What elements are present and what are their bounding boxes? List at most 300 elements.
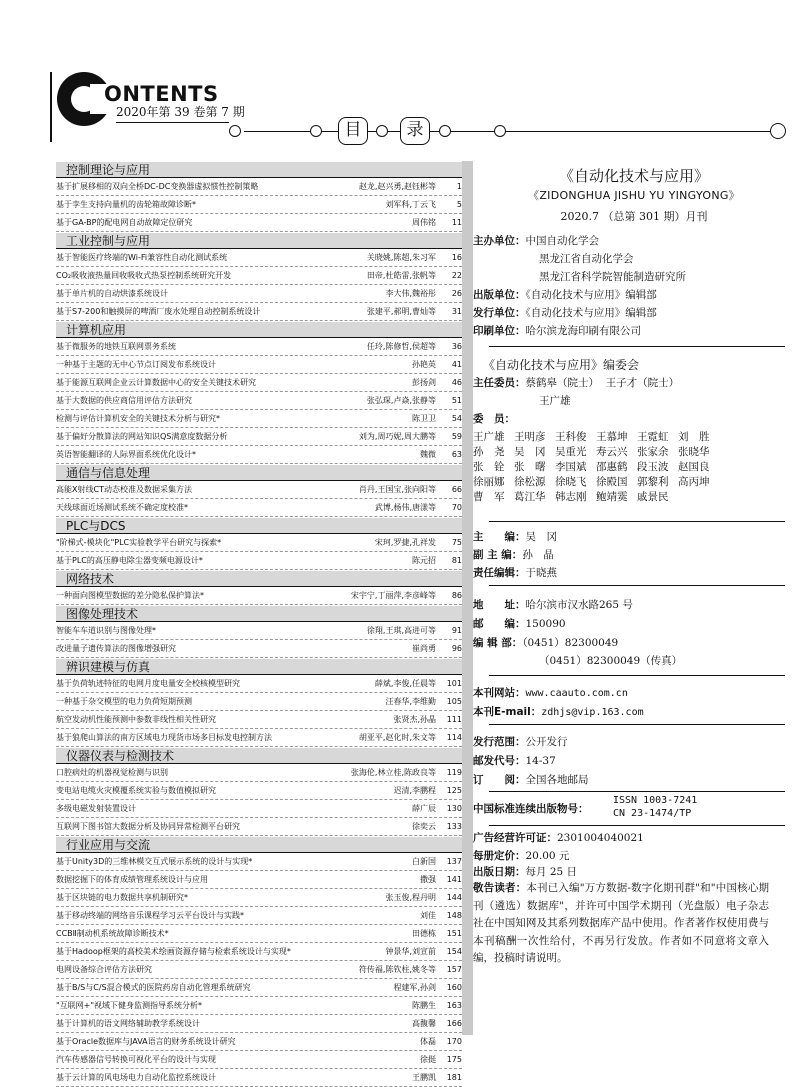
toc-entry-authors: 崔尚勇 <box>412 644 436 653</box>
toc-entry-authors: 肖丹,王国宝,张向阳等 <box>358 485 436 494</box>
toc-entry-authors: 张贤杰,孙晶 <box>393 715 436 724</box>
toc-entry-title: 变电站电缆火灾模覆系统实验与数值模拟研究 <box>56 786 216 795</box>
committee-member: 吴重光 <box>555 446 587 458</box>
toc-entry-title: 基于移动终端的网络音乐课程学习云平台设计与实践* <box>56 911 244 920</box>
committee-member: 高丙坤 <box>678 476 710 488</box>
postcode-row <box>473 616 566 631</box>
committee-member: 徐晓飞 <box>555 476 587 488</box>
divider-4 <box>489 675 785 676</box>
toc-entry-page: 175 <box>446 1055 462 1064</box>
toc-entry-title: 基于负荷轨迹特征的电网月度电量安全校核模型研究 <box>56 679 240 688</box>
notice-label: 敬告读者： <box>473 882 527 894</box>
toc-entry[interactable] <box>56 196 462 214</box>
email-label: 本刊E-mail： <box>473 706 542 718</box>
toc-entry[interactable] <box>56 410 462 428</box>
divider-7 <box>489 825 785 826</box>
journal-title: 《自动化技术与应用》 <box>558 167 709 185</box>
website-row <box>473 685 628 700</box>
toc-section-header: 辨识建模与仿真 <box>56 659 462 675</box>
toc-entry-title: 基于单片机的自动烘漆系统设计 <box>56 289 168 298</box>
scope-label: 发行范围： <box>473 736 526 748</box>
toc-entry-authors: 体磊 <box>420 1037 436 1046</box>
toc-entry[interactable] <box>56 552 462 570</box>
journal-pinyin: 《ZIDONGHUA JISHU YU YINGYONG》 <box>528 189 740 202</box>
left-rule <box>50 72 52 142</box>
toc-entry-page: 86 <box>451 591 462 600</box>
toc-entry-authors: 徐奕云 <box>412 822 436 831</box>
committee-member: 张 曙 <box>514 461 546 473</box>
post-code-label: 邮发代号： <box>473 755 526 767</box>
toc-entry-page: 96 <box>451 644 462 653</box>
committee-title: 《自动化技术与应用》编委会 <box>483 358 640 372</box>
chair-3: 王广雄 <box>539 395 571 407</box>
toc-entry-authors: 张建平,郝明,曹灿等 <box>366 307 436 316</box>
divider-5 <box>489 724 785 725</box>
toc-entry[interactable] <box>56 979 462 997</box>
toc-entry-authors: 薛广辰 <box>412 804 436 813</box>
table-of-contents <box>56 161 462 1082</box>
toc-entry[interactable] <box>56 693 462 711</box>
toc-entry-page: 81 <box>451 556 462 565</box>
committee-member: 吴 冈 <box>514 446 546 458</box>
managing-editor: 于晓燕 <box>525 567 557 579</box>
toc-entry-title: 改进量子遗传算法的图像增强研究 <box>56 644 176 653</box>
committee-member: 徐殿国 <box>596 476 628 488</box>
price-label: 每册定价： <box>473 850 526 862</box>
toc-entry-page: 11 <box>451 218 462 227</box>
committee-member: 邵惠鹤 <box>596 461 628 473</box>
toc-entry-page: 66 <box>451 485 462 494</box>
toc-entry-page: 160 <box>446 983 462 992</box>
deputy-editor-label: 副 主 编： <box>473 549 523 561</box>
toc-entry[interactable] <box>56 534 462 552</box>
toc-entry-page: 166 <box>446 1019 462 1028</box>
committee-member: 王霓虹 <box>637 431 669 443</box>
toc-entry-authors: 李大伟,魏裕彤 <box>385 289 436 298</box>
committee-member: 李国斌 <box>555 461 587 473</box>
toc-entry-title: 互联网下图书馆大数据分析及协同异常检测平台研究 <box>56 822 240 831</box>
subscribe-label: 订 阅： <box>473 774 526 786</box>
toc-entry[interactable] <box>56 392 462 410</box>
distributor-value: 《自动化技术与应用》编辑部 <box>525 307 657 319</box>
printer-row <box>473 323 641 338</box>
toc-entry-title: 基于PLC的高压静电除尘器变频电源设计* <box>56 556 203 565</box>
toc-entry[interactable] <box>56 675 462 693</box>
chair-row <box>473 375 679 390</box>
toc-entry-title: 检测与评估计算机安全的关键技术分析与研究* <box>56 414 220 423</box>
toc-entry-authors: 薛斌,李俊,任晨等 <box>374 679 436 688</box>
toc-entry[interactable] <box>56 622 462 640</box>
toc-entry-authors: 程建军,孙剑 <box>393 983 436 992</box>
toc-entry[interactable] <box>56 1069 462 1087</box>
toc-entry[interactable] <box>56 871 462 889</box>
post-code-row <box>473 753 556 768</box>
committee-member <box>719 489 760 504</box>
toc-entry[interactable] <box>56 303 462 321</box>
toc-entry-authors: 符传福,陈钦柱,姚冬等 <box>358 965 436 974</box>
toc-entry[interactable] <box>56 711 462 729</box>
toc-entry-title: 基于狼爬山算法的南方区域电力现货市场多目标发电控制方法 <box>56 733 272 742</box>
toc-section-header: 计算机应用 <box>56 322 462 338</box>
toc-entry-authors: 汪春华,李维勤 <box>385 697 436 706</box>
toc-entry-page: 133 <box>446 822 462 831</box>
committee-member: 戚景民 <box>637 491 669 503</box>
toc-entry[interactable] <box>56 764 462 782</box>
toc-divider-bar <box>462 161 473 1035</box>
toc-entry-page: 22 <box>451 271 462 280</box>
committee-member: 曹 军 <box>473 491 505 503</box>
toc-entry-page: 111 <box>446 715 462 724</box>
issn: ISSN 1003-7241 <box>613 795 698 806</box>
toc-entry[interactable] <box>56 481 462 499</box>
toc-entry-title: 航空发动机性能预测中参数非线性相关性研究 <box>56 715 216 724</box>
toc-entry-title: 多级电磁发射装置设计 <box>56 804 136 813</box>
toc-entry-title: 高能X射线CT动态校准及数据采集方法 <box>56 485 192 494</box>
divider-3 <box>489 585 785 586</box>
sponsor-row <box>473 233 599 248</box>
toc-section-header: 通信与信息处理 <box>56 465 462 481</box>
ring-ornament-1 <box>229 125 241 137</box>
chair-1: 蔡鹤皋（院士） <box>525 377 599 389</box>
committee-member: 刘 胜 <box>678 431 710 443</box>
toc-entry-page: 105 <box>446 697 462 706</box>
toc-entry-page: 101 <box>446 679 462 688</box>
serial-label: 中国标准连续出版物号： <box>473 803 589 815</box>
committee-member: 孙 尧 <box>473 446 505 458</box>
toc-entry-authors: 刘佳 <box>420 911 436 920</box>
mulu-char-1: 目 <box>338 117 368 145</box>
toc-entry-page: 114 <box>446 733 462 742</box>
notice-text: 本刊已入编"万方数据-数字化期刊群"和"中国核心期刊（遴选）数据库"，并许可中国学术期刊（光盘版）电子杂志社在中国知网及其系列数据库产品中使用。作者著作权使用费与本刊稿酬一次性给付，不再另行发放。作者如不同意将文章入编，投稿时请说明。 <box>473 882 769 964</box>
distributor-label: 发行单位： <box>473 307 526 319</box>
toc-entry-authors: 徐挺 <box>420 1055 436 1064</box>
toc-entry-authors: 赵龙,赵兴勇,赵钰彬等 <box>358 182 436 191</box>
toc-entry-page: 16 <box>451 253 462 262</box>
toc-entry-authors: 徐翔,王琪,高进可等 <box>366 626 436 635</box>
editorial-fax: （0451）82300049（传真） <box>539 655 683 667</box>
toc-entry-authors: 田德栋 <box>412 929 436 938</box>
toc-entry-authors: 王鹏凯 <box>412 1073 436 1082</box>
sponsor-2: 黑龙江省自动化学会 <box>539 253 634 265</box>
pub-date-label: 出版日期： <box>473 866 526 878</box>
license-value: 2301004040021 <box>557 832 644 844</box>
toc-entry-page: 91 <box>451 626 462 635</box>
toc-section-header: 仪器仪表与检测技术 <box>56 748 462 764</box>
toc-entry[interactable] <box>56 249 462 267</box>
toc-entry-title: 基于计算机的语文网络辅助教学系统设计 <box>56 1019 200 1028</box>
website-link[interactable]: www.caauto.com.cn <box>525 688 628 699</box>
toc-entry[interactable] <box>56 587 462 605</box>
license-row <box>473 830 644 845</box>
contents-logo-text: ONTENTS <box>104 82 219 106</box>
toc-entry-title: 基于Oracle数据库与JAVA语言的财务系统设计研究 <box>56 1037 236 1046</box>
committee-member <box>719 444 760 459</box>
toc-entry-authors: 任玲,陈修哲,侯超等 <box>366 342 436 351</box>
committee-member <box>719 429 760 444</box>
toc-entry-authors: 钟景华,刘宣前 <box>385 947 436 956</box>
toc-entry[interactable] <box>56 178 462 196</box>
divider-1 <box>489 346 785 347</box>
toc-entry-page: 41 <box>451 360 462 369</box>
toc-entry-title: "阶梯式-模块化"PLC实验教学平台研究与探索* <box>56 538 222 547</box>
toc-entry-authors: 关晓姚,陈超,朱习军 <box>366 253 436 262</box>
toc-entry-authors: 白新国 <box>412 857 436 866</box>
mulu-char-2: 录 <box>400 117 430 145</box>
ring-ornament-2 <box>310 125 322 137</box>
toc-entry[interactable] <box>56 853 462 871</box>
toc-entry-authors: 刘军科,丁云飞 <box>385 200 436 209</box>
toc-entry-title: 基于云计算的风电场电力自动化监控系统设计 <box>56 1073 216 1082</box>
deputy-editor-row <box>473 547 554 562</box>
ring-ornament-3 <box>376 125 388 137</box>
toc-section-header: 图像处理技术 <box>56 606 462 622</box>
members-label: 委 员： <box>473 413 515 425</box>
toc-entry-page: 181 <box>446 1073 462 1082</box>
toc-section-header: 网络技术 <box>56 571 462 587</box>
committee-member: 韩志刚 <box>555 491 587 503</box>
toc-entry-title: 基于S7-200和触摸屏的啤酒厂废水处理自动控制系统设计 <box>56 307 261 316</box>
toc-entry[interactable] <box>56 428 462 446</box>
toc-entry-page: 5 <box>456 200 462 209</box>
toc-entry-title: 基于Unity3D的三维林模交互式展示系统的设计与实现* <box>56 857 253 866</box>
toc-entry-title: 基于区块链的电力数据共享机制研究* <box>56 893 188 902</box>
toc-entry[interactable] <box>56 338 462 356</box>
toc-entry[interactable] <box>56 1015 462 1033</box>
toc-entry-title: 基于孪生支持向量机的齿轮箱故障诊断* <box>56 200 196 209</box>
toc-entry[interactable] <box>56 943 462 961</box>
address-label: 地 址： <box>473 599 526 611</box>
address-value: 哈尔滨市汉水路265 号 <box>525 599 633 611</box>
toc-entry-page: 154 <box>446 947 462 956</box>
toc-entry-authors: 孙艳英 <box>412 360 436 369</box>
toc-entry-authors: 宋珂,罗捷,孔祥发 <box>374 538 436 547</box>
toc-entry[interactable] <box>56 214 462 232</box>
toc-entry-page: 59 <box>451 432 462 441</box>
cn-number: CN 23-1474/TP <box>613 808 692 819</box>
toc-entry-authors: 彭扬剑 <box>412 378 436 387</box>
toc-entry-authors: 撒强 <box>420 875 436 884</box>
toc-entry[interactable] <box>56 285 462 303</box>
toc-entry-title: 基于偏好分散算法的网站知识QS满意度数据分析 <box>56 432 228 441</box>
toc-entry-page: 119 <box>446 768 462 777</box>
toc-entry-title: 口腔病灶的机器视觉检测与识别 <box>56 768 168 777</box>
committee-member: 徐松源 <box>514 476 546 488</box>
deputy-editor: 孙 晶 <box>522 549 554 561</box>
toc-entry-title: 一种基于杂交模型的电力负荷短期预测 <box>56 697 192 706</box>
toc-section-header: 行业应用与交流 <box>56 837 462 853</box>
subscribe-row <box>473 772 589 787</box>
toc-entry[interactable] <box>56 729 462 747</box>
price-row <box>473 848 569 863</box>
committee-member: 王广雄 <box>473 431 505 443</box>
editorial-row <box>473 635 618 650</box>
committee-member <box>719 459 760 474</box>
toc-entry-page: 125 <box>446 786 462 795</box>
toc-section-header: 控制理论与应用 <box>56 162 462 178</box>
journal-issue: 2020.7 （总第 301 期）月刊 <box>560 210 708 223</box>
toc-entry-authors: 武博,杨伟,唐漾等 <box>374 503 436 512</box>
sponsor-1: 中国自动化学会 <box>525 235 599 247</box>
toc-entry[interactable] <box>56 356 462 374</box>
toc-entry-title: 基于GA-BP的配电网自动故障定位研究 <box>56 218 193 227</box>
postcode-value: 150090 <box>525 618 566 630</box>
committee-member: 段玉波 <box>637 461 669 473</box>
issue-line: 2020年第 39 卷第 7 期 <box>116 105 245 119</box>
toc-entry-page: 141 <box>446 875 462 884</box>
ring-ornament-6 <box>770 123 786 139</box>
committee-member: 葛江华 <box>514 491 546 503</box>
toc-entry-authors: 周伟铭 <box>412 218 436 227</box>
toc-entry[interactable] <box>56 800 462 818</box>
committee-member <box>678 489 719 504</box>
committee-member <box>719 474 760 489</box>
toc-entry[interactable] <box>56 782 462 800</box>
toc-entry-authors: 魏微 <box>420 450 436 459</box>
toc-entry-page: 31 <box>451 307 462 316</box>
chief-editor-row <box>473 529 557 544</box>
committee-member: 徐丽娜 <box>473 476 505 488</box>
committee-member: 王科俊 <box>555 431 587 443</box>
toc-entry-authors: 陈鹏生 <box>412 1001 436 1010</box>
toc-entry-page: 46 <box>451 378 462 387</box>
chief-editor: 吴 冈 <box>525 531 557 543</box>
committee-member: 张晓华 <box>678 446 710 458</box>
scope-value: 公开发行 <box>525 736 568 748</box>
toc-entry-title: 一种基于主题的无中心节点订阅发布系统设计 <box>56 360 216 369</box>
toc-entry-authors: 陈元招 <box>412 556 436 565</box>
printer-label: 印刷单位： <box>473 325 526 337</box>
editorial-label: 编 辑 部： <box>473 637 523 649</box>
toc-entry-authors: 陈卫卫 <box>412 414 436 423</box>
toc-entry-title: "互联网+"视域下健身监测指导系统分析* <box>56 1001 203 1010</box>
pub-date-value: 每月 25 日 <box>525 866 578 878</box>
chief-editor-label: 主 编： <box>473 531 526 543</box>
toc-entry-authors: 迟清,李鹏程 <box>393 786 436 795</box>
committee-member: 张家余 <box>637 446 669 458</box>
editorial-phone: （0451）82300049 <box>522 637 619 649</box>
committee-member: 王慕坤 <box>596 431 628 443</box>
subscribe-value: 全国各地邮局 <box>525 774 589 786</box>
header-rule-right <box>244 131 784 132</box>
toc-entry[interactable] <box>56 997 462 1015</box>
toc-entry[interactable] <box>56 446 462 464</box>
toc-entry[interactable] <box>56 925 462 943</box>
toc-entry[interactable] <box>56 1051 462 1069</box>
sponsor-3: 黑龙江省科学院智能制造研究所 <box>539 271 686 283</box>
scope-row <box>473 734 568 749</box>
committee-member: 王明彦 <box>514 431 546 443</box>
toc-section-header: PLC与DCS <box>56 518 462 534</box>
sponsor-label: 主办单位： <box>473 235 526 247</box>
committee-member: 赵国良 <box>678 461 710 473</box>
toc-entry-title: 电网设备综合评估方法研究 <box>56 965 152 974</box>
committee-member: 寿云兴 <box>596 446 628 458</box>
toc-entry-authors: 张玉俊,程丹明 <box>385 893 436 902</box>
toc-entry-title: 基于能源互联网企业云计算数据中心的安全关键技术研究 <box>56 378 256 387</box>
toc-entry-page: 54 <box>451 414 462 423</box>
email-row <box>473 704 644 719</box>
toc-entry-title: 英语智能翻译的人际界面系统优化设计* <box>56 450 196 459</box>
toc-entry[interactable] <box>56 961 462 979</box>
printer-value: 哈尔滨龙海印刷有限公司 <box>525 325 641 337</box>
toc-entry[interactable] <box>56 499 462 517</box>
toc-entry-page: 51 <box>451 396 462 405</box>
toc-entry[interactable] <box>56 889 462 907</box>
toc-entry[interactable] <box>56 267 462 285</box>
toc-entry[interactable] <box>56 640 462 658</box>
toc-entry-page: 148 <box>446 911 462 920</box>
toc-entry-authors: 胡亚平,赵化时,朱文等 <box>358 733 436 742</box>
address-row <box>473 597 633 612</box>
distributor-row <box>473 305 657 320</box>
toc-entry-page: 144 <box>446 893 462 902</box>
chair-label: 主任委员： <box>473 377 526 389</box>
toc-entry-title: 一种面向图模型数据的差分隐私保护算法* <box>56 591 204 600</box>
divider-2 <box>489 521 785 522</box>
toc-entry-title: 基于扩展移相的双向全桥DC-DC变换器虚拟惯性控制策略 <box>56 182 259 191</box>
publisher-value: 《自动化技术与应用》编辑部 <box>525 289 657 301</box>
toc-entry-authors: 刘为,周巧妮,周大鹏等 <box>358 432 436 441</box>
chair-2: 王子才（院士） <box>605 377 680 389</box>
toc-entry-authors: 田帝,杜皓雷,张帆等 <box>366 271 436 280</box>
toc-entry-page: 1 <box>456 182 462 191</box>
toc-entry-page: 137 <box>446 857 462 866</box>
toc-section-header: 工业控制与应用 <box>56 233 462 249</box>
toc-entry-page: 157 <box>446 965 462 974</box>
toc-entry-title: 基于Hadoop框架的高校美术绘画资源存储与检索系统设计与实现* <box>56 947 291 956</box>
toc-entry-page: 75 <box>451 538 462 547</box>
pub-date-row <box>473 864 577 879</box>
divider-6 <box>489 791 785 792</box>
toc-entry-page: 63 <box>451 450 462 459</box>
post-code-value: 14-37 <box>525 755 556 767</box>
toc-entry[interactable] <box>56 374 462 392</box>
toc-entry-title: 基于智能医疗终端的Wi-Fi兼容性自动化测试系统 <box>56 253 228 262</box>
toc-entry-authors: 张海伦,林立桂,陈政良等 <box>350 768 436 777</box>
reader-notice <box>473 880 769 968</box>
email-link[interactable]: zdhjs@vip.163.com <box>541 707 644 718</box>
toc-entry[interactable] <box>56 907 462 925</box>
toc-entry-title: CO₂吸收液热量回收吸收式热泵控制系统研究开发 <box>56 271 232 280</box>
toc-entry-page: 130 <box>446 804 462 813</box>
committee-member: 张 铨 <box>473 461 505 473</box>
toc-entry[interactable] <box>56 818 462 836</box>
toc-entry-authors: 高馥馨 <box>412 1019 436 1028</box>
toc-entry-page: 170 <box>446 1037 462 1046</box>
toc-entry-title: 智能车车道识别与图像处理* <box>56 626 156 635</box>
committee-member: 郭黎利 <box>637 476 669 488</box>
toc-entry-page: 70 <box>451 503 462 512</box>
postcode-label: 邮 编： <box>473 618 526 630</box>
managing-editor-row <box>473 565 557 580</box>
committee-member: 鲍靖霙 <box>596 491 628 503</box>
website-label: 本刊网站： <box>473 687 526 699</box>
toc-entry-title: CCBⅡ制动机系统故障诊断技术* <box>56 929 169 938</box>
ring-ornament-4 <box>439 125 451 137</box>
toc-entry-page: 151 <box>446 929 462 938</box>
toc-entry-authors: 宋宇宁,丁丽萍,李彦峰等 <box>350 591 436 600</box>
toc-entry[interactable] <box>56 1033 462 1051</box>
toc-entry-title: 天线球面近场测试系统不确定度校准* <box>56 503 188 512</box>
serial-row <box>473 801 589 816</box>
toc-entry-page: 36 <box>451 342 462 351</box>
toc-entry-title: 基于大数据的供应商信用评估方法研究 <box>56 396 192 405</box>
license-label: 广告经营许可证： <box>473 832 557 844</box>
toc-entry-title: 基于微服务的地铁互联网票务系统 <box>56 342 176 351</box>
publisher-label: 出版单位： <box>473 289 526 301</box>
toc-entry-title: 汽车传感器信号转换可视化平台的设计与实现 <box>56 1055 216 1064</box>
toc-entry-title: 基于B/S与C/S混合模式的医院药房自动化管理系统研究 <box>56 983 251 992</box>
